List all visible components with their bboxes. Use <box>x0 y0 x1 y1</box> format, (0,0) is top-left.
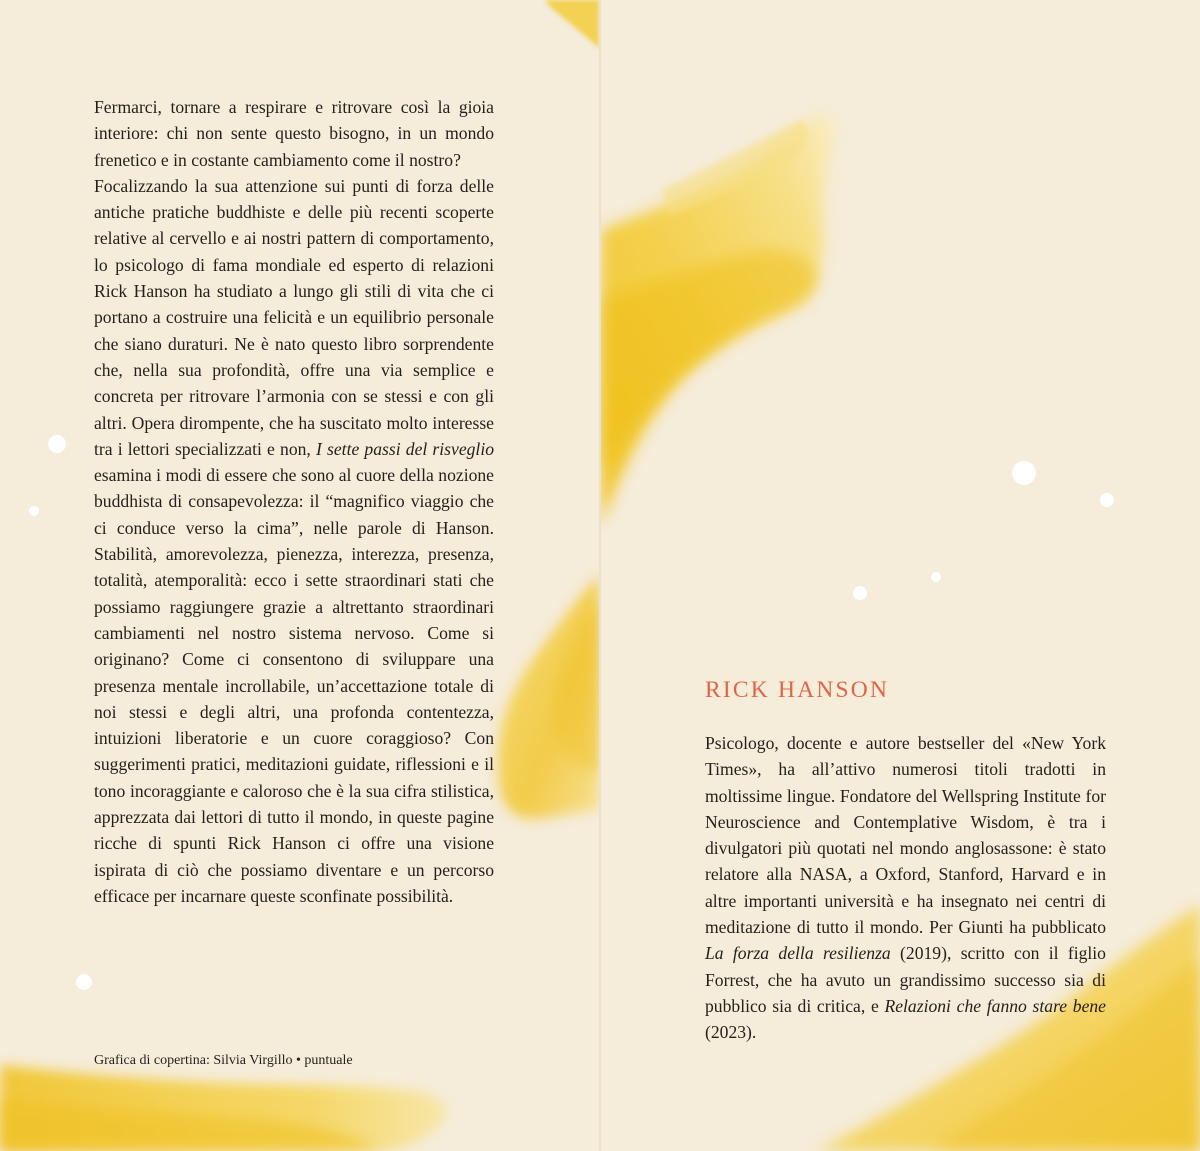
bio-text: (2019), scritto con il figlio Forrest, che ha avuto un grandissimo successo sia di pubblico sia di critica, e <box>705 943 1106 1016</box>
bio-text: (2023). <box>705 1022 757 1043</box>
blurb-text: esamina i modi di essere che sono al cuore della nozione buddhista di consapevolezza: il “magnifico viaggio che ci conduce verso la cima”, nelle parole di Hanson. Stabilità, amorevolezza, pienezza, interezza, presenza, totalità, atemporalità: ecco i sette straordinari stati che possiamo raggiungere grazie a altrettanto straordinari cambiamenti nel nostro sistema nervoso. Come si originano? Come ci consentono di sviluppare una presenza mentale incrollabile, un’accettazione totale di noi stessi e degli altri, una profonda contentezza, intuizioni liberatorie e un cuore coraggioso? Con suggerimenti pratici, meditazioni guidate, riflessioni e il tono incoraggiante e caloroso che è la sua cifra stilistica, apprezzata dai lettori di tutto il mondo, in queste pagine ricche di spunti Rick Hanson ci offre una visione ispirata di ciò che possiamo diventare e un percorso efficace per incarnare queste sconfinate possibilità. <box>94 465 494 906</box>
white-dot <box>1100 493 1114 507</box>
white-dot <box>48 435 66 453</box>
watercolor-stroke-mid-right <box>498 575 599 819</box>
white-dot <box>931 572 941 582</box>
bio-text: Psicologo, docente e autore bestseller del «New York Times», ha all’attivo numerosi titoli tradotti in moltissime lingue. Fondatore del Wellspring Institute for Neuroscience and Contemplative Wisdom, è tra i divulgatori più quotati nel mondo anglosassone: è stato relatore alla NASA, a Oxford, Stanford, Harvard e in altre importanti università e ha insegnato nei centri di meditazione di tutto il mondo. Per Giunti ha pubblicato <box>705 733 1106 938</box>
watercolor-stroke-bottom <box>0 1065 446 1151</box>
left-flap-page <box>0 0 599 1151</box>
blurb-paragraph: Fermarci, tornare a respirare e ritrovare così la gioia interiore: chi non sente questo bisogno, in un mondo frenetico e in costante cambiamento come il nostro? <box>94 97 494 170</box>
bio-paragraph <box>705 730 1106 1046</box>
cover-credit: Grafica di copertina: Silvia Virgillo • puntuale <box>94 1053 353 1068</box>
back-cover-blurb <box>94 94 494 909</box>
book-title: I sette passi del risveglio <box>316 438 495 459</box>
author-name-heading: RICK HANSON <box>705 677 890 703</box>
bio-book-title: La forza della resilienza <box>705 943 891 964</box>
author-bio <box>705 730 1106 1046</box>
right-flap-page <box>601 0 1200 1151</box>
watercolor-stroke-upper-left <box>601 115 834 525</box>
blurb-text: Focalizzando la sua attenzione sui punti di forza delle antiche pratiche buddhiste e delle più recenti scoperte relative al cervello e ai nostri pattern di comportamento, lo psicologo di fama mondiale ed esperto di relazioni Rick Hanson ha studiato a lungo gli stili di vita che ci portano a costruire una felicità e un equilibrio personale che siano duraturi. Ne è nato questo libro sorprendente che, nella sua profondità, offre una via semplice e concreta per ritrovare l’armonia con se stessi e con gli altri. Opera dirompente, che ha suscitato molto interesse tra i lettori specializzati e non, <box>94 175 494 459</box>
blurb-paragraph <box>94 173 494 909</box>
white-dot <box>76 974 92 990</box>
bio-book-title: Relazioni che fanno stare bene <box>884 995 1106 1016</box>
white-dot <box>1012 461 1036 485</box>
white-dot <box>29 506 39 516</box>
watercolor-stroke-top-right <box>545 0 599 48</box>
white-dot <box>853 586 867 600</box>
